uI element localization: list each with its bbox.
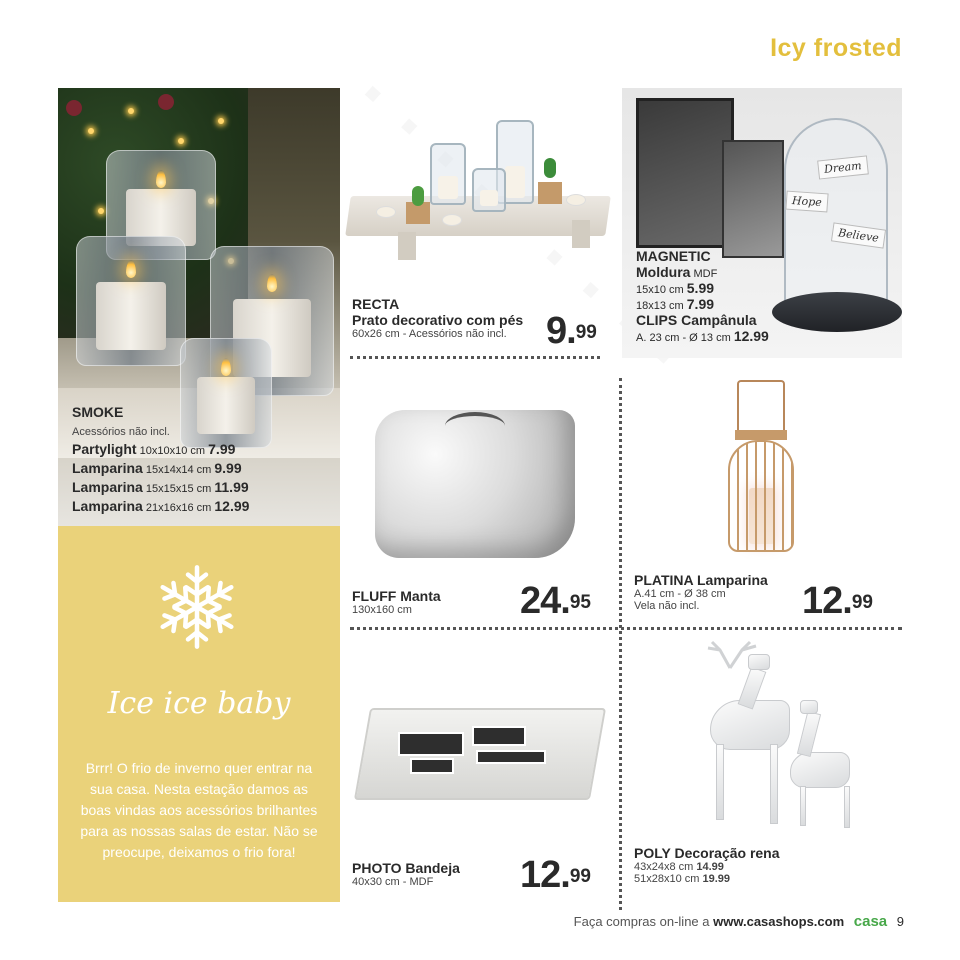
antlers-icon [690,640,770,670]
poly-name: POLY Decoração rena [634,845,780,861]
recta-price: 9.99 [546,310,597,352]
promo-text: Brrr! O frio de inverno quer entrar na sua casa. Nesta estação damos as boas vindas aos acessórios brilhantes para as nossas salas de estar. Não se preocupe, deixamos o frio fora! [80,760,318,860]
smoke-product-info [72,404,332,514]
fluff-sub: 130x160 cm [352,604,412,616]
dome-base-image [772,292,902,332]
promo-title: Ice ice baby [107,686,291,721]
magnetic-frame-image [636,98,734,248]
dotted-separator [619,378,622,910]
candle-holder-image [76,236,186,366]
clips-label: CLIPS Campânula [636,312,757,328]
footer-prefix: Faça compras on-line a [573,914,710,929]
clips-dims: A. 23 cm - Ø 13 cm 12.99 [636,328,769,344]
photo-name: PHOTO Bandeja [352,860,460,876]
fluff-price: 24.95 [520,580,591,622]
glass-dome-image [784,118,888,308]
smoke-note: Acessórios não incl. [72,426,170,438]
magnetic-frame-image [722,140,784,258]
dotted-separator [350,627,902,630]
poly-product-info [634,845,780,885]
magnetic-frame-size: 15x10 cm 5.99 [636,280,715,296]
recta-product-info [352,296,523,340]
smoke-photo-panel [58,88,340,526]
clip-tag: Hope [785,191,828,213]
smoke-name: SMOKE [72,404,124,420]
page-number: 9 [896,914,904,929]
recta-brand: RECTA [352,296,400,312]
footer-url-link[interactable]: www.casashops.com [713,914,845,929]
fluff-blanket-image [375,410,575,558]
smoke-item-line: Lamparina 15x15x15 cm 11.99 [72,479,249,495]
smoke-item-line: Partylight 10x10x10 cm 7.99 [72,441,236,457]
magnetic-photo-panel [622,88,902,358]
photo-price: 12.99 [520,854,591,896]
smoke-item-line: Lamparina 21x16x16 cm 12.99 [72,498,250,514]
magnetic-frame-label: Moldura MDF [636,264,718,280]
clip-tag: Believe [831,222,886,248]
poly-size: 51x28x10 cm 19.99 [634,873,731,885]
smoke-item-line: Lamparina 15x14x14 cm 9.99 [72,460,242,476]
magnetic-brand: MAGNETIC [636,248,711,264]
recta-sub: 60x26 cm - Acessórios não incl. [352,328,507,340]
page-footer [574,913,904,930]
magnetic-product-info [636,248,769,344]
photo-product-info [352,860,460,888]
fluff-name: FLUFF Manta [352,588,441,604]
platina-price: 12.99 [802,580,873,622]
dotted-separator [350,356,600,359]
fluff-product-info [352,588,441,616]
recta-name: Prato decorativo com pés [352,312,524,328]
snowflake-icon [152,562,242,652]
platina-sub: A.41 cm - Ø 38 cm [634,588,726,600]
platina-name: PLATINA Lamparina [634,572,768,588]
platina-product-info [634,572,768,612]
section-title: Icy frosted [770,34,902,62]
promo-panel [58,526,340,902]
casa-logo: casa [853,913,888,930]
magnetic-frame-size: 18x13 cm 7.99 [636,296,715,312]
clip-tag: Dream [817,155,868,179]
photo-sub: 40x30 cm - MDF [352,876,434,888]
poly-size: 43x24x8 cm 14.99 [634,861,724,873]
platina-sub: Vela não incl. [634,600,700,612]
